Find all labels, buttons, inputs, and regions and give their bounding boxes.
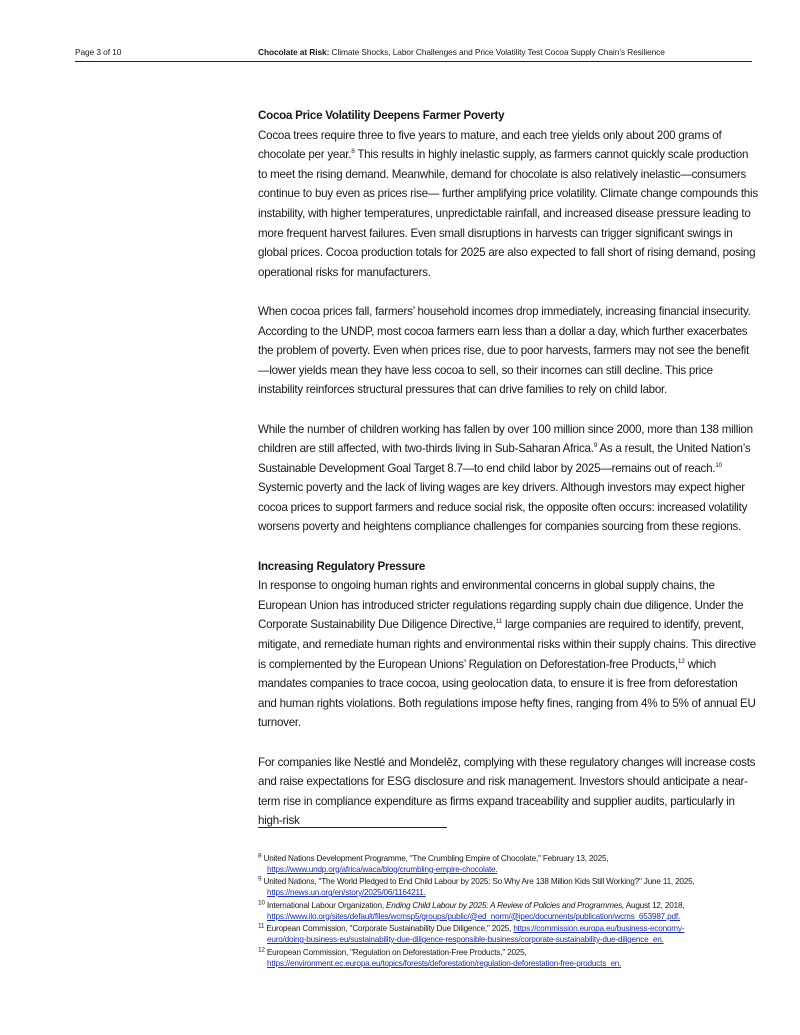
paragraph: For companies like Nestlé and Mondelēz, complying with these regulatory changes will increase costs and raise expectations for ESG disclosure and risk management. Investors should anticipate a near-term rise in compliance expenditure as firms expand traceability and supplier audits, particularly in high-risk bbox=[258, 755, 756, 828]
footnote-ref[interactable]: 8 bbox=[351, 148, 355, 156]
footnote-ref[interactable]: 12 bbox=[677, 657, 685, 665]
document-title bbox=[258, 47, 665, 57]
text-run: This results in highly inelastic supply, as farmers cannot quickly scale production to meet the rising demand. Meanwhile, demand for chocolate is also relatively inelastic—consumers continue to buy even as prices rise— further amplifying price volatility. Climate change compounds this instability, with higher temperatures, unpredictable rainfall, and increased disease pressure leading to more frequent harvest failures. Even small disruptions in harvests can trigger significant swings in global prices. Cocoa production totals for 2025 are also expected to fall short of rising demand, posing operational risks for manufacturers. bbox=[258, 148, 758, 279]
footnote-divider bbox=[258, 827, 447, 828]
text-run: Cocoa trees require three to five years to mature, and each tree yields only about 200 grams of chocolate per year. bbox=[258, 128, 722, 162]
paragraph bbox=[258, 420, 758, 538]
footnote-10 bbox=[258, 901, 758, 922]
footnote-9 bbox=[258, 877, 758, 898]
footnote-ref[interactable]: 9 bbox=[593, 442, 598, 450]
footnote-link-continued[interactable]: euro/doing-business-eu/sustainability-due-diligence-responsible-business/corporate-sustainability-due-diligence_en. bbox=[267, 935, 664, 945]
footnote-link[interactable]: https://www.undp.org/africa/waca/blog/crumbling-empire-chocolate. bbox=[267, 864, 498, 874]
footnotes bbox=[258, 854, 758, 971]
footnote-text: August 12, 2018, bbox=[624, 900, 685, 910]
text-run: large companies are required to identify, prevent, mitigate, and remediate human rights and environmental risks within their supply chains. This directive is complemented by the European Unions’ Regulation on Deforestation-free Products, bbox=[258, 618, 756, 671]
footnote-text: International Labour Organization, bbox=[264, 900, 386, 910]
running-header bbox=[75, 46, 752, 62]
footnote-number: 10 bbox=[258, 899, 265, 907]
section-heading-price-volatility: Cocoa Price Volatility Deepens Farmer Poverty bbox=[258, 109, 505, 122]
text-run: Systemic poverty and the lack of living wages are key drivers. Although investors may expect higher cocoa prices to support farmers and reduce social risk, the opposite often occurs: increased volatility worsens poverty and heightens compliance challenges for companies sourcing from these regions. bbox=[258, 481, 748, 534]
footnote-link[interactable]: https://commission.europa.eu/business-economy- bbox=[513, 924, 685, 934]
footnote-11 bbox=[258, 924, 758, 945]
footnote-text: European Commission, "Regulation on Deforestation-Free Products," 2025, bbox=[264, 947, 527, 957]
page-number: Page 3 of 10 bbox=[75, 47, 122, 57]
paragraph bbox=[258, 126, 758, 283]
footnote-number: 12 bbox=[258, 946, 265, 954]
footnote-12 bbox=[258, 948, 758, 969]
paragraph: When cocoa prices fall, farmers’ household incomes drop immediately, increasing financial insecurity. According to the UNDP, most cocoa farmers earn less than a dollar a day, which further exacerbates the problem of poverty. Even when prices rise, due to poor harvests, farmers may not see the benefit—lower yields mean they have less cocoa to sell, so their incomes can still decline. This price instability reinforces structural pressures that can drive families to rely on child labor. bbox=[258, 304, 751, 397]
footnote-ref[interactable]: 11 bbox=[495, 618, 503, 626]
section-heading-regulatory-pressure: Increasing Regulatory Pressure bbox=[258, 559, 426, 573]
footnote-link[interactable]: https://news.un.org/en/story/2025/06/1164211. bbox=[267, 888, 426, 898]
footnote-8 bbox=[258, 854, 758, 875]
text-run: As a result, the United Nation’s Sustainable Development Goal Target 8.7—to end child labor by 2025—remains out of reach. bbox=[258, 442, 751, 475]
footnote-link[interactable]: https://environment.ec.europa.eu/topics/forests/deforestation/regulation-deforestation-free-products_en. bbox=[267, 958, 622, 968]
footnote-text: European Commission, "Corporate Sustainability Due Diligence," 2025, bbox=[264, 924, 514, 934]
footnote-text: United Nations, "The World Pledged to End Child Labour by 2025: So Why Are 138 Million Kids Still Working?" June 11, 2025, bbox=[261, 877, 695, 887]
paragraph bbox=[258, 576, 758, 733]
footnote-number: 11 bbox=[258, 922, 265, 930]
footnote-number: 8 bbox=[258, 852, 262, 860]
document-title-rest: Climate Shocks, Labor Challenges and Price Volatility Test Cocoa Supply Chain’s Resilience bbox=[329, 47, 665, 57]
document-title-bold: Chocolate at Risk: bbox=[258, 47, 330, 57]
main-content bbox=[258, 106, 758, 831]
footnote-link[interactable]: https://www.ilo.org/sites/default/files/wcmsp5/groups/public/@ed_norm/@ipec/documents/publication/wcms_653987.pdf. bbox=[267, 911, 680, 921]
footnote-number: 9 bbox=[258, 875, 262, 883]
text-run: which mandates companies to trace cocoa, using geolocation data, to ensure it is free from deforestation and human rights violations. Both regulations impose hefty fines, ranging from 4% to 5% of annual EU turnover. bbox=[258, 657, 756, 730]
text-run: In response to ongoing human rights and environmental concerns in global supply chains, the European Union has introduced stricter regulations regarding supply chain due diligence. Under the Corporate Sustainability Due Diligence Directive, bbox=[258, 579, 744, 632]
text-run: While the number of children working has fallen by over 100 million since 2000, more than 138 million children are still affected, with two-thirds living in Sub-Saharan Africa. bbox=[258, 422, 753, 456]
footnote-title: Ending Child Labour by 2025: A Review of Policies and Programmes, bbox=[386, 900, 625, 910]
footnote-text: United Nations Development Programme, "The Crumbling Empire of Chocolate," February 13, 2025, bbox=[261, 854, 609, 863]
footnote-ref[interactable]: 10 bbox=[715, 461, 723, 469]
